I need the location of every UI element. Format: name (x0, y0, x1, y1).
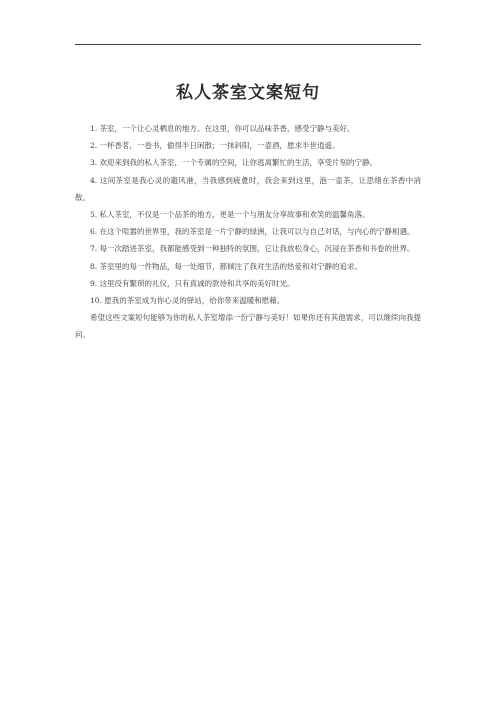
paragraph-3: 3. 欢迎来到我的私人茶室，一个专属的空间，让你逃离繁忙的生活，享受片刻的宁静。 (90, 158, 378, 168)
paragraph-10: 10. 愿我的茶室成为你心灵的驿站，给你带来温暖和慰藉。 (90, 296, 285, 306)
paragraph-4: 4. 这间茶室是我心灵的避风港，当我感到疲惫时，我会来到这里，泡一壶茶，让思绪在茶香中消散。 (75, 175, 421, 202)
paragraph-7: 7. 每一次踏进茶室，我都能感受到一种独特的氛围，它让我放松身心，沉浸在茶香和书卷的世界。 (90, 244, 415, 254)
paragraph-2: 2. 一杯香茗，一卷书，偷得半日闲散；一抹斜阳，一壶酒，愿求半世逍遥。 (90, 141, 340, 151)
document-body (75, 120, 421, 344)
paragraph-6: 6. 在这个喧嚣的世界里，我的茶室是一片宁静的绿洲，让我可以与自己对话，与内心的宁静相遇。 (90, 227, 415, 237)
paragraph-5: 5. 私人茶室，不仅是一个品茶的地方，更是一个与朋友分享故事和欢笑的温馨角落。 (90, 210, 370, 220)
document-title: 私人茶室文案短句 (176, 83, 320, 103)
paragraph-8: 8. 茶室里的每一件物品，每一处细节，都倾注了我对生活的热爱和对宁静的追求。 (90, 261, 363, 271)
header-rule (75, 44, 421, 45)
paragraph-1: 1. 茶室，一个让心灵栖息的地方。在这里，你可以品味茶香，感受宁静与美好。 (90, 124, 355, 133)
paragraph-9: 9. 这里没有繁琐的礼仪，只有真诚的款待和共享的美好时光。 (90, 278, 295, 288)
closing-paragraph: 希望这些文案短句能够为你的私人茶室增添一份宁静与美好！如果你还有其他需求，可以继续向我提问。 (75, 313, 421, 340)
